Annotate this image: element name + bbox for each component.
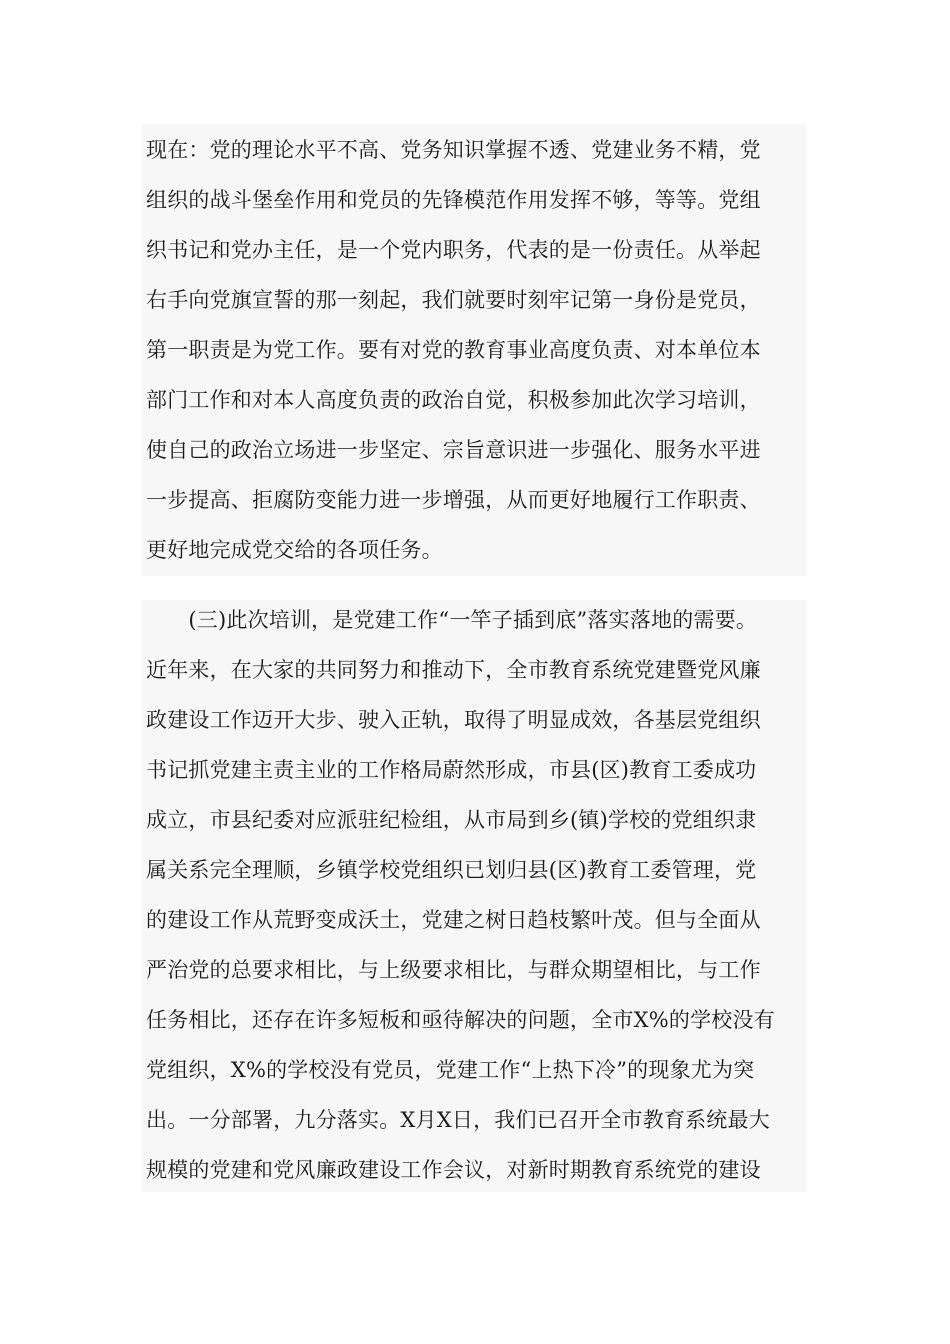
paragraph-line: 规模的党建和党风廉政建设工作会议，对新时期教育系统党的建设	[146, 1158, 761, 1182]
paragraph-line: 的建设工作从荒野变成沃土，党建之树日趋枝繁叶茂。但与全面从	[146, 908, 761, 932]
paragraph-line: 第一职责是为党工作。要有对党的教育事业高度负责、对本单位本	[146, 338, 761, 362]
paragraph-line: 现在：党的理论水平不高、党务知识掌握不透、党建业务不精，党	[146, 138, 761, 162]
paragraph-line: 更好地完成党交给的各项任务。	[146, 538, 443, 562]
paragraph-line: 成立，市县纪委对应派驻纪检组，从市局到乡(镇)学校的党组织隶	[146, 808, 757, 832]
paragraph-line: 任务相比，还存在许多短板和亟待解决的问题，全市X%的学校没有	[146, 1008, 775, 1032]
paragraph-line: 近年来，在大家的共同努力和推动下，全市教育系统党建暨党风廉	[146, 658, 761, 682]
paragraph-line: 出。一分部署，九分落实。X月X日，我们已召开全市教育系统最大	[146, 1108, 770, 1132]
paragraph-line: 属关系完全理顺，乡镇学校党组织已划归县(区)教育工委管理，党	[146, 858, 757, 882]
paragraph-line: 使自己的政治立场进一步坚定、宗旨意识进一步强化、服务水平进	[146, 438, 761, 462]
paragraph-2	[142, 600, 806, 1192]
paragraph-line: 织书记和党办主任，是一个党内职务，代表的是一份责任。从举起	[146, 238, 761, 262]
paragraph-line: 一步提高、拒腐防变能力进一步增强，从而更好地履行工作职责、	[146, 488, 761, 512]
paragraph-line: 右手向党旗宣誓的那一刻起，我们就要时刻牢记第一身份是党员，	[146, 288, 761, 312]
paragraph-line: 组织的战斗堡垒作用和党员的先锋模范作用发挥不够，等等。党组	[146, 188, 761, 212]
paragraph-line: 政建设工作迈开大步、驶入正轨，取得了明显成效，各基层党组织	[146, 708, 761, 732]
paragraph-line: (三)此次培训，是党建工作“一竿子插到底”落实落地的需要。	[146, 608, 758, 632]
paragraph-line: 部门工作和对本人高度负责的政治自觉，积极参加此次学习培训，	[146, 388, 761, 412]
paragraph-1	[142, 124, 806, 576]
paragraph-line: 党组织，X%的学校没有党员，党建工作“上热下冷”的现象尤为突	[146, 1058, 755, 1082]
paragraph-line: 严治党的总要求相比，与上级要求相比，与群众期望相比，与工作	[146, 958, 761, 982]
paragraph-line: 书记抓党建主责主业的工作格局蔚然形成，市县(区)教育工委成功	[146, 758, 757, 782]
